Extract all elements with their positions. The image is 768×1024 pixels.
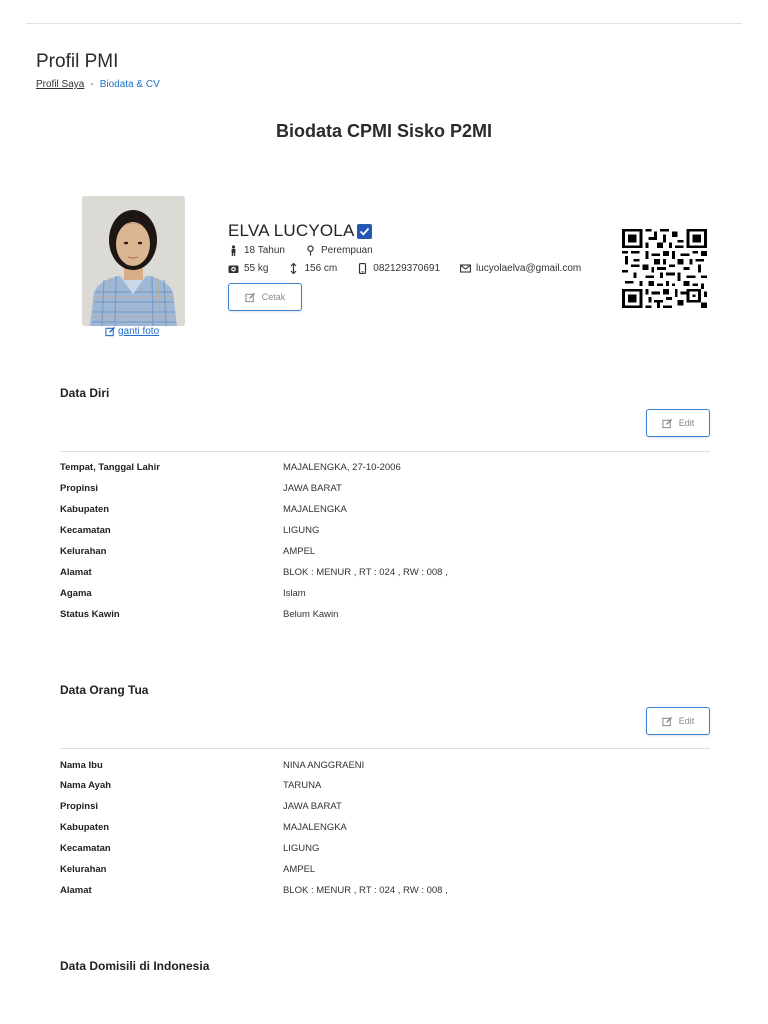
data-row (60, 567, 710, 578)
height-icon (288, 263, 299, 274)
person-name-text: ELVA LUCYOLA (228, 221, 355, 240)
section-title-data-orang-tua: Data Orang Tua (60, 683, 149, 697)
row-value: Belum Kawin (283, 609, 339, 620)
data-row (60, 462, 710, 473)
edit-icon (105, 326, 116, 337)
data-row (60, 843, 710, 854)
email-info (460, 263, 581, 274)
data-row (60, 780, 710, 791)
verified-check-icon (357, 224, 372, 239)
row-value: JAWA BARAT (283, 801, 342, 812)
row-label: Kecamatan (60, 525, 111, 536)
data-row (60, 483, 710, 494)
phone-info (357, 263, 440, 274)
row-value: MAJALENGKA (283, 504, 347, 515)
phone-icon (357, 263, 368, 274)
qr-code (622, 229, 707, 308)
row-value: LIGUNG (283, 843, 320, 854)
breadcrumb (36, 79, 160, 90)
print-button-label: Cetak (261, 292, 286, 302)
edit-icon (662, 418, 673, 429)
weight-text: 55 kg (244, 263, 269, 274)
row-value: AMPEL (283, 864, 316, 875)
edit-button-label: Edit (678, 418, 695, 428)
row-label: Propinsi (60, 801, 99, 812)
person-name (228, 221, 372, 241)
data-row (60, 885, 710, 896)
weight-info (228, 263, 268, 274)
row-label: Alamat (60, 567, 92, 578)
height-info (288, 263, 337, 274)
top-divider (26, 23, 742, 24)
data-row (60, 760, 710, 771)
row-label: Propinsi (60, 483, 99, 494)
edit-button-label: Edit (678, 716, 695, 726)
age-icon (228, 245, 239, 256)
row-value: JAWA BARAT (283, 483, 342, 494)
section-title-data-domisili: Data Domisili di Indonesia (60, 959, 210, 973)
edit-data-orang-tua-button[interactable] (646, 707, 710, 735)
row-label: Kecamatan (60, 843, 111, 854)
row-value: LIGUNG (283, 525, 320, 536)
row-value: BLOK : MENUR , RT : 024 , RW : 008 , (283, 885, 448, 896)
profile-photo (82, 196, 185, 326)
document-title: Biodata CPMI Sisko P2MI (275, 121, 493, 141)
data-row (60, 546, 710, 557)
section-divider (60, 451, 710, 452)
data-row (60, 609, 710, 620)
row-label: Nama Ayah (60, 780, 112, 791)
print-button[interactable] (228, 283, 302, 311)
row-value: Islam (283, 588, 306, 599)
row-value: NINA ANGGRAENI (283, 760, 365, 771)
gender-info (305, 245, 373, 256)
profile-meta-row-2 (228, 263, 581, 274)
row-label: Status Kawin (60, 609, 120, 620)
gender-text: Perempuan (320, 245, 373, 256)
breadcrumb-home-link[interactable]: Profil Saya (36, 79, 85, 90)
section-title-data-diri: Data Diri (60, 386, 110, 400)
section-divider (60, 748, 710, 749)
row-value: BLOK : MENUR , RT : 024 , RW : 008 , (283, 567, 448, 578)
row-label: Agama (60, 588, 92, 599)
row-value: MAJALENGKA, 27-10-2006 (283, 462, 401, 473)
data-row (60, 864, 710, 875)
breadcrumb-separator: - (90, 79, 94, 90)
row-value: MAJALENGKA (283, 822, 347, 833)
profile-meta-row-1 (228, 245, 373, 256)
change-photo-label: ganti foto (118, 326, 160, 337)
change-photo-link[interactable] (105, 326, 159, 337)
data-row (60, 525, 710, 536)
breadcrumb-current-link[interactable]: Biodata & CV (99, 79, 160, 90)
row-label: Tempat, Tanggal Lahir (60, 462, 160, 473)
row-label: Kelurahan (60, 546, 107, 557)
phone-text: 082129370691 (373, 263, 441, 274)
row-label: Kabupaten (60, 504, 110, 515)
edit-icon (662, 716, 673, 727)
data-row (60, 588, 710, 599)
height-text: 156 cm (304, 263, 338, 274)
data-row (60, 822, 710, 833)
edit-icon (245, 292, 256, 303)
age-text: 18 Tahun (244, 245, 285, 256)
age-info (228, 245, 285, 256)
row-label: Kabupaten (60, 822, 110, 833)
row-label: Alamat (60, 885, 92, 896)
data-row (60, 801, 710, 812)
row-value: AMPEL (283, 546, 316, 557)
gender-icon (305, 245, 316, 256)
row-label: Kelurahan (60, 864, 107, 875)
page-title: Profil PMI (36, 51, 119, 72)
weight-icon (228, 263, 239, 274)
email-icon (460, 263, 471, 274)
data-row (60, 504, 710, 515)
edit-data-diri-button[interactable] (646, 409, 710, 437)
email-text: lucyolaelva@gmail.com (476, 263, 582, 274)
row-label: Nama Ibu (60, 760, 103, 771)
row-value: TARUNA (283, 780, 322, 791)
